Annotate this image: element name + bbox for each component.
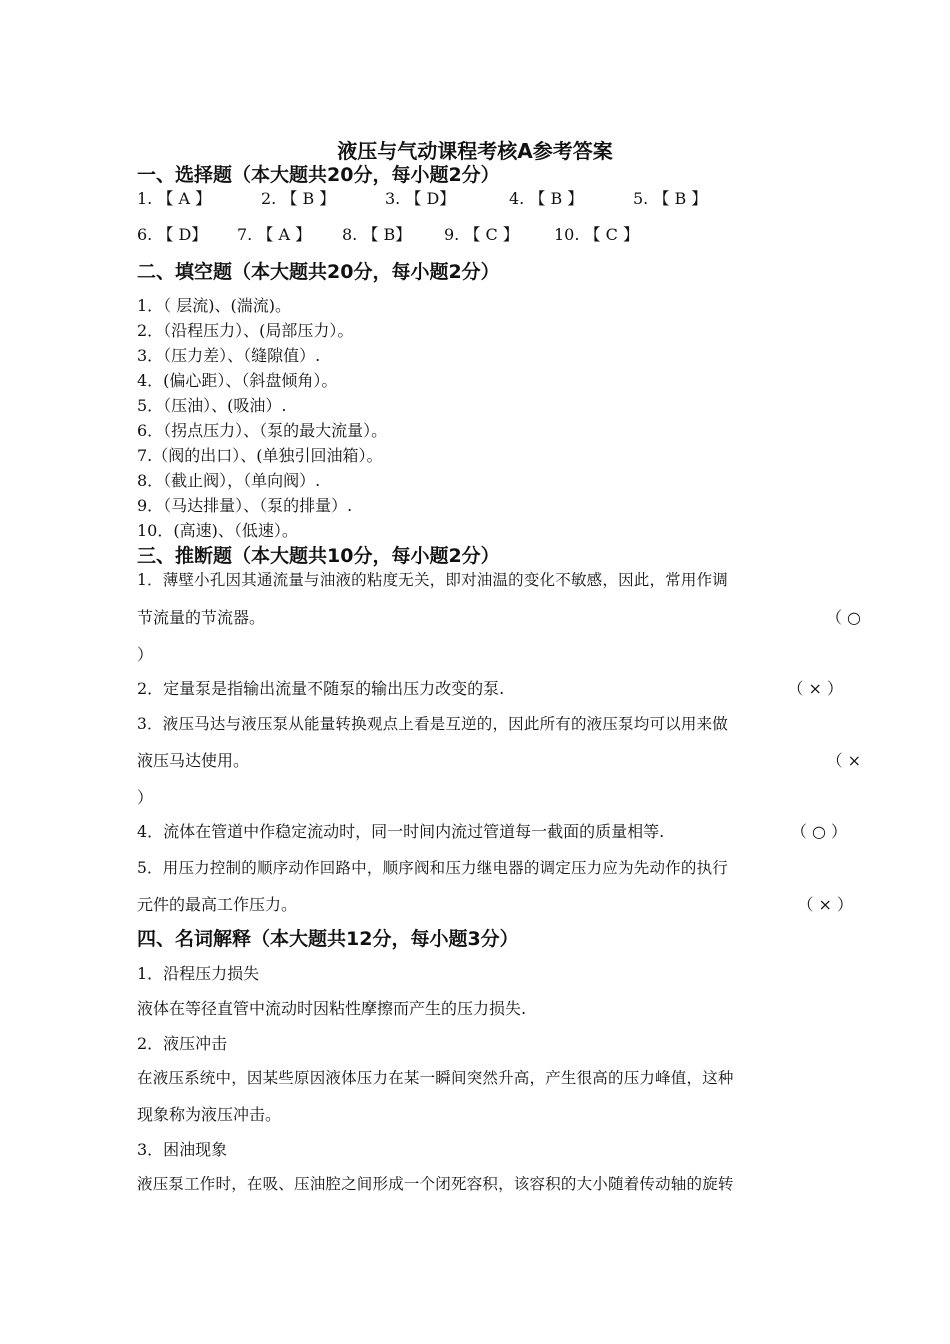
choice-answer: 2. 【 B 】 [261, 189, 336, 208]
choice-answer: 6. 【 D】 [137, 225, 208, 244]
judge-mark: （ ○ ） [790, 822, 847, 841]
section-heading-judge: 三、推断题（本大题共10分，每小题2分） [137, 545, 500, 567]
judge-text: 2．定量泵是指输出流量不随泵的输出压力改变的泵. [137, 679, 505, 698]
judge-question-5-cont [137, 894, 861, 916]
judge-question-3: 3．液压马达与液压泵从能量转换观点上看是互逆的，因此所有的液压泵均可以用来做 [137, 715, 728, 733]
judge-text: 节流量的节流器。 [137, 608, 266, 627]
term-definition: 在液压系统中，因某些原因液体压力在某一瞬间突然升高，产生很高的压力峰值，这种 [137, 1069, 734, 1087]
judge-question-1: 1．薄壁小孔因其通流量与油液的粘度无关，即对油温的变化不敏感，因此，常用作调 [137, 571, 728, 589]
choice-answers-row-2 [137, 224, 861, 246]
fill-answer: 6．（拐点压力）、（泵的最大流量）。 [137, 421, 388, 440]
choice-answer: 4. 【 B 】 [509, 189, 584, 208]
judge-text: 4．流体在管道中作稳定流动时，同一时间内流过管道每一截面的质量相等. [137, 822, 665, 841]
term-definition: 液压泵工作时，在吸、压油腔之间形成一个闭死容积，该容积的大小随着传动轴的旋转 [137, 1175, 734, 1193]
fill-answer: 7.（阀的出口）、(单独引回油箱）。 [137, 446, 383, 465]
fill-answer: 3．（压力差）、（缝隙值）. [137, 346, 321, 365]
term-definition: 现象称为液压冲击。 [137, 1105, 282, 1124]
term-title: 2．液压冲击 [137, 1034, 228, 1053]
term-title: 3．困油现象 [137, 1140, 228, 1159]
fill-answer: 4．(偏心距）、（斜盘倾角）。 [137, 371, 338, 390]
judge-mark: （ × ） [787, 679, 843, 698]
fill-answer: 10．(高速)、（低速）。 [137, 521, 298, 540]
page-title: 液压与气动课程考核A参考答案 [337, 139, 613, 163]
judge-question-5: 5．用压力控制的顺序动作回路中，顺序阀和压力继电器的调定压力应为先动作的执行 [137, 859, 728, 877]
fill-answer: 5．（压油）、(吸油）. [137, 396, 287, 415]
judge-mark: （ × ） [797, 895, 853, 914]
term-definition: 液体在等径直管中流动时因粘性摩擦而产生的压力损失. [137, 999, 527, 1018]
choice-answer: 5. 【 B 】 [633, 189, 708, 208]
judge-question-4 [137, 821, 861, 843]
choice-answers-row-1 [137, 188, 861, 210]
choice-answer: 8. 【 B】 [342, 225, 412, 244]
choice-answer: 7. 【 A 】 [237, 225, 312, 244]
choice-answer: 1. 【 A 】 [137, 189, 212, 208]
judge-mark-close: ） [137, 645, 154, 664]
choice-answer: 9. 【 C 】 [444, 225, 519, 244]
fill-answer: 9．（马达排量）、（泵的排量）. [137, 496, 353, 515]
fill-answer: 1．（ 层流)、(湍流)。 [137, 296, 291, 315]
fill-answer: 2．（沿程压力）、(局部压力）。 [137, 321, 354, 340]
section-heading-fill: 二、填空题（本大题共20分，每小题2分） [137, 261, 500, 283]
judge-mark-close: ） [137, 788, 154, 807]
judge-mark: （ × [826, 751, 861, 770]
judge-question-2 [137, 678, 861, 700]
section-heading-terms: 四、名词解释（本大题共12分，每小题3分） [137, 928, 519, 950]
fill-answer: 8．（截止阀），（单向阀）. [137, 471, 321, 490]
section-heading-choice: 一、选择题（本大题共20分，每小题2分） [137, 164, 500, 186]
choice-answer: 10. 【 C 】 [554, 225, 639, 244]
term-title: 1．沿程压力损失 [137, 964, 260, 983]
choice-answer: 3. 【 D】 [385, 189, 456, 208]
judge-text: 元件的最高工作压力。 [137, 895, 298, 914]
judge-mark: （ ○ [825, 608, 861, 627]
judge-text: 液压马达使用。 [137, 751, 250, 770]
judge-question-1-cont [137, 607, 861, 629]
judge-question-3-cont [137, 750, 861, 772]
